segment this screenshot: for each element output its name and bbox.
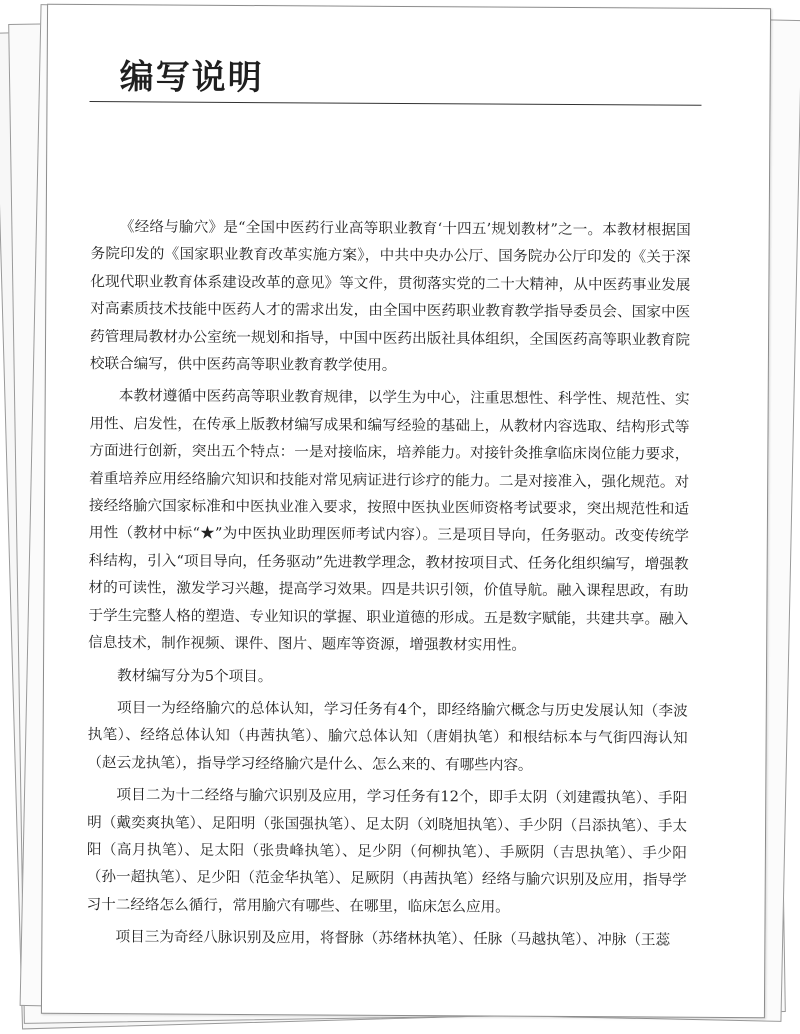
paragraph: 项目一为经络腧穴的总体认知，学习任务有4个，即经络腧穴概念与历史发展认知（李波执笔）、经络总体认知（冉茜执笔）、腧穴总体认知（唐娟执笔）和根结标本与气街四海认知（赵云龙执笔），指导学习经络腧穴是什么、怎么来的、有哪些内容。 (87, 699, 688, 774)
paragraph: 项目三为奇经八脉识别及应用，将督脉（苏绪林执笔）、任脉（马越执笔）、冲脉（王蕊 (115, 928, 671, 949)
document-page (41, 4, 771, 1018)
document-body (86, 213, 691, 959)
paragraph: 《经络与腧穴》是“全国中医药行业高等职业教育‘十四五’规划教材”之一。本教材根据国务院印发的《国家职业教育改革实施方案》，中共中央办公厅、国务院办公厅印发的《关于深化现代职业教育体系建设改革的意见》等文件，贯彻落实党的二十大精神，从中医药事业发展对高素质技术技能中医药人才的需求出发，由全国中医药职业教育教学指导委员会、国家中医药管理局教材办公室统一规划和指导，中国中医药出版社具体组织，全国医药高等职业教育院校联合编写，供中医药高等职业教育教学使用。 (89, 218, 691, 374)
page-title: 编写说明 (119, 57, 264, 99)
paragraph: 本教材遵循中医药高等职业教育规律，以学生为中心，注重思想性、科学性、规范性、实用性、启发性，在传承上版教材编写成果和编写经验的基础上，从教材内容选取、结构形式等方面进行创新，突出五个特点：一是对接临床，培养能力。对接针灸推拿临床岗位能力要求，着重培养应用经络腧穴知识和技能对常见病证进行诊疗的能力。二是对接准入，强化规范。对接经络腧穴国家标准和中医执业准入要求，按照中医执业医师资格考试要求，突出规范性和适用性（教材中标“★”为中医执业助理医师考试内容）。三是项目导向，任务驱动。改变传统学科结构，引入“项目导向，任务驱动”先进教学理念，教材按项目式、任务化组织编写，增强教材的可读性，激发学习兴趣，提高学习效果。四是共识引领，价值导航。融入课程思政，有助于学生完整人格的塑造、专业知识的掌握、职业道德的形成。五是数字赋能，共建共享。融入信息技术，制作视频、课件、图片、题库等资源，增强教材实用性。 (88, 387, 690, 654)
paragraph: 教材编写分为5个项目。 (117, 666, 273, 685)
title-underline (89, 101, 701, 106)
paragraph: 项目二为十二经络与腧穴识别及应用，学习任务有12个，即手太阴（刘建霞执笔）、手阳明（戴奕爽执笔）、足阳明（张国强执笔）、足太阴（刘晓旭执笔）、手少阴（吕添执笔）、手太阳（高月执笔）、足太阳（张贵峰执笔）、足少阴（何柳执笔）、手厥阴（吉思执笔）、手少阳（孙一超执笔）、足少阳（范金华执笔）、足厥阴（冉茜执笔）经络与腧穴识别及应用，指导学习十二经络怎么循行，常用腧穴有哪些、在哪里，临床怎么应用。 (86, 786, 688, 916)
